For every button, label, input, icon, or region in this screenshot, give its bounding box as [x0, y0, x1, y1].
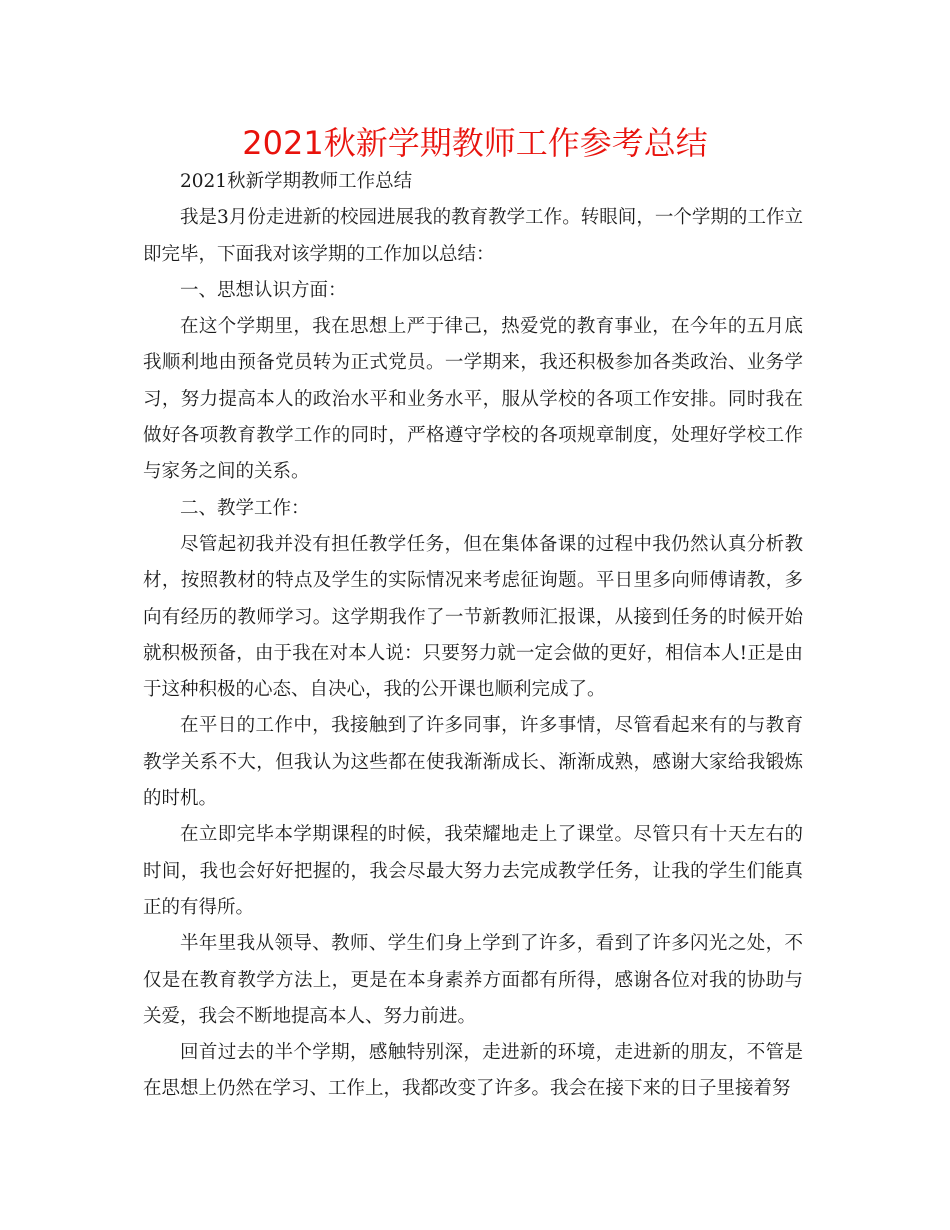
section-heading-thought: 一、思想认识方面： — [180, 279, 347, 301]
document-title: 2021秋新学期教师工作参考总结 — [242, 124, 708, 162]
paragraph-subtitle: 2021秋新学期教师工作总结 — [180, 171, 413, 192]
paragraph-teaching-1: 尽管起初我并没有担任教学任务，但在集体备课的过程中我仍然认真分析教材，按照教材的特点及学生的实际情况来考虑征询题。平日里多向师傅请教，多向有经历的教师学习。这学期我作了一节新教师汇报课，从接到任务的时候开始就积极预备，由于我在对本人说：只要努力就一定会做的更好，相信本人!正是由于这种积极的心态、自决心，我的公开课也顺利完成了。 — [143, 533, 803, 701]
paragraph-teaching-3: 在立即完毕本学期课程的时候，我荣耀地走上了课堂。尽管只有十天左右的时间，我也会好好把握的，我会尽最大努力去完成教学任务，让我的学生们能真正的有得所。 — [143, 824, 803, 918]
document-body — [143, 164, 803, 1108]
paragraph-reflection: 回首过去的半个学期，感触特别深，走进新的环境，走进新的朋友，不管是在思想上仍然在学习、工作上，我都改变了许多。我会在接下来的日子里接着努 — [143, 1042, 803, 1100]
paragraph-thought: 在这个学期里，我在思想上严于律己，热爱党的教育事业，在今年的五月底我顺利地由预备党员转为正式党员。一学期来，我还积极参加各类政治、业务学习，努力提高本人的政治水平和业务水平，服从学校的各项工作安排。同时我在做好各项教育教学工作的同时，严格遵守学校的各项规章制度，处理好学校工作与家务之间的关系。 — [143, 316, 803, 483]
paragraph-teaching-2: 在平日的工作中，我接触到了许多同事，许多事情，尽管看起来有的与教育教学关系不大，但我认为这些都在使我渐渐成长、渐渐成熟，感谢大家给我锻炼的时机。 — [143, 715, 803, 810]
section-heading-teaching: 二、教学工作： — [180, 497, 310, 519]
paragraph-teaching-4: 半年里我从领导、教师、学生们身上学到了许多，看到了许多闪光之处，不仅是在教育教学方法上，更是在本身素养方面都有所得，感谢各位对我的协助与关爱，我会不断地提高本人、努力前进。 — [143, 933, 803, 1027]
paragraph-intro: 我是3月份走进新的校园进展我的教育教学工作。转眼间，一个学期的工作立即完毕，下面我对该学期的工作加以总结： — [143, 207, 803, 265]
